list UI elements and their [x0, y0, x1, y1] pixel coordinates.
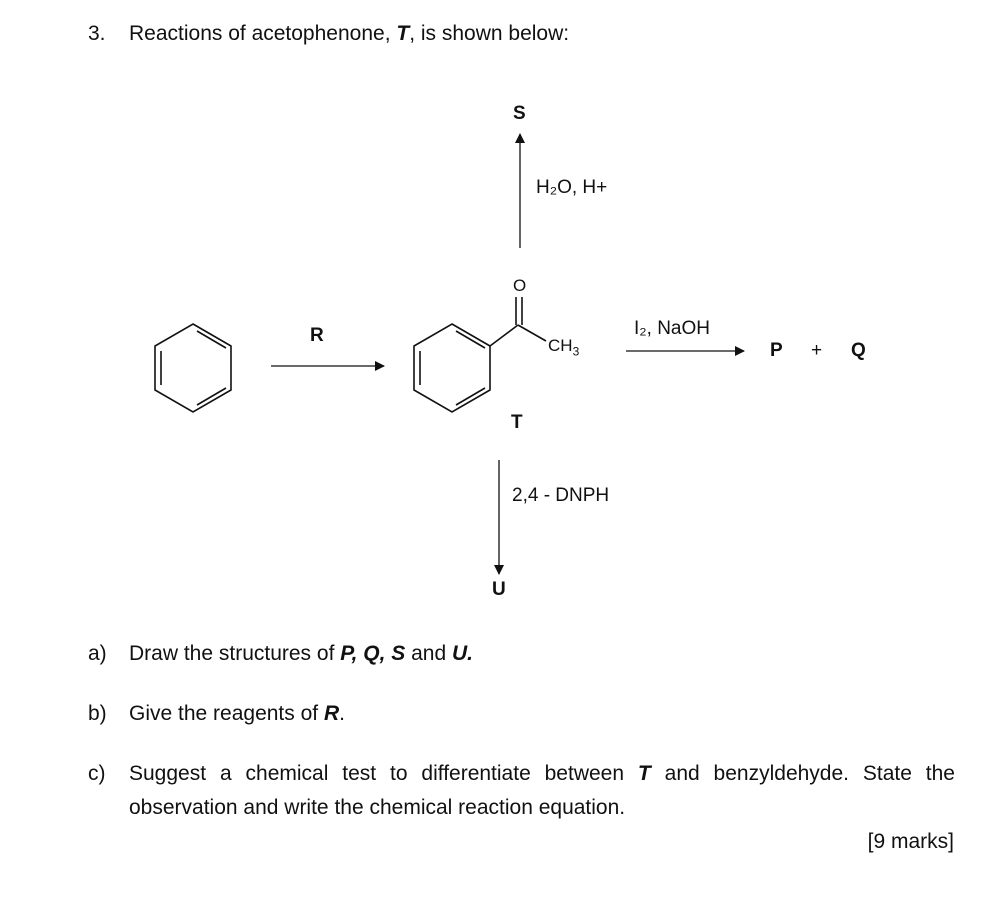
- intro-rest: , is shown below:: [409, 22, 570, 45]
- part-a-s: S: [391, 642, 406, 665]
- part-a-and: and: [405, 642, 452, 665]
- intro-text: Reactions of acetophenone,: [129, 22, 397, 45]
- part-a-comma1: ,: [351, 642, 364, 665]
- part-a-u: U: [451, 642, 468, 665]
- part-a-intro: Draw the structures of: [129, 642, 341, 665]
- part-a-end: .: [467, 642, 473, 665]
- condition-dnph: 2,4 - DNPH: [512, 485, 610, 506]
- label-t: T: [511, 412, 523, 433]
- label-u: U: [492, 579, 506, 600]
- part-a-p: P: [340, 642, 352, 665]
- part-c-line2: observation and write the chemical reaction equation.: [129, 796, 626, 819]
- marks: [9 marks]: [867, 830, 954, 853]
- part-b-text: [129, 702, 345, 726]
- part-a-text: [129, 642, 473, 666]
- methyl-subscript: 3: [572, 344, 580, 359]
- part-c-t: T: [637, 762, 651, 785]
- question-number: 3.: [88, 22, 106, 45]
- methyl-group: [548, 336, 579, 358]
- benzene-structure: [155, 324, 231, 412]
- part-b-end: .: [339, 702, 345, 725]
- part-c-rest: and benzyldehyde. State the: [650, 762, 955, 785]
- part-c-intro: Suggest a chemical test to differentiate between: [129, 762, 638, 785]
- intro-compound-t: T: [396, 22, 410, 45]
- atom-oxygen: O: [513, 276, 527, 295]
- part-c-label: c): [88, 762, 106, 785]
- part-b-intro: Give the reagents of: [129, 702, 324, 725]
- part-a-label: a): [88, 642, 107, 665]
- acetophenone-structure: [414, 297, 546, 412]
- part-a-comma2: ,: [379, 642, 392, 665]
- part-c-line1: [129, 762, 955, 786]
- part-a-q: Q: [363, 642, 380, 665]
- methyl-ch: CH: [548, 336, 573, 355]
- part-b-label: b): [88, 702, 107, 725]
- plus-sign: +: [811, 340, 823, 361]
- part-b-r: R: [323, 702, 340, 725]
- label-r: R: [310, 325, 324, 346]
- label-s: S: [513, 103, 526, 124]
- product-p: P: [770, 340, 783, 361]
- product-q: Q: [851, 340, 866, 361]
- condition-h2o: H₂O, H+: [536, 177, 608, 198]
- condition-iodine: I₂, NaOH: [634, 318, 710, 339]
